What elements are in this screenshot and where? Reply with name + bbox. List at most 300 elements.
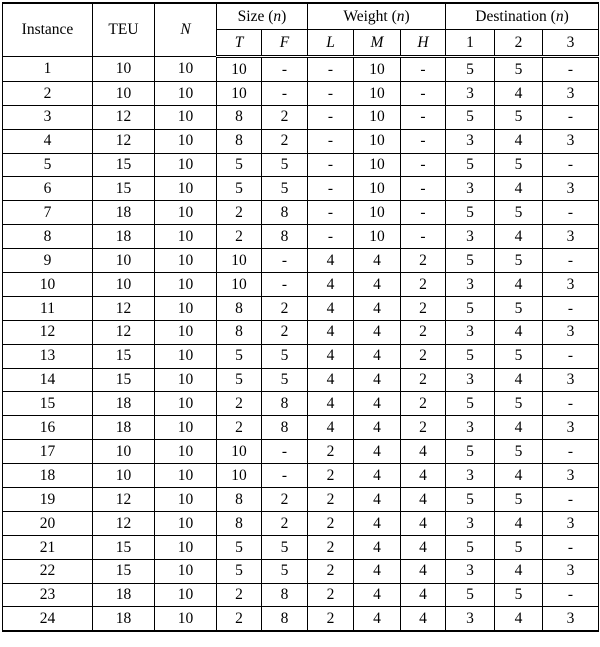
table-row: [3, 153, 599, 177]
table-cell: 5: [217, 344, 262, 368]
header-row-primary: [3, 3, 599, 30]
table-cell: 4: [495, 129, 543, 153]
table-cell: 4: [495, 464, 543, 488]
table-cell: 5: [217, 535, 262, 559]
table-cell: 3: [446, 416, 495, 440]
table-cell: 15: [93, 559, 155, 583]
table-row: [3, 488, 599, 512]
table-cell: 10: [155, 559, 217, 583]
table-cell: 2: [217, 416, 262, 440]
table-cell: 3: [543, 464, 599, 488]
table-row: [3, 535, 599, 559]
table-cell: 3: [543, 177, 599, 201]
table-cell: 8: [217, 129, 262, 153]
table-cell: 10: [217, 440, 262, 464]
table-cell: -: [543, 535, 599, 559]
table-cell: 5: [446, 105, 495, 129]
table-row: [3, 368, 599, 392]
table-cell: -: [543, 201, 599, 225]
table-cell: -: [308, 201, 354, 225]
table-cell: 10: [155, 320, 217, 344]
table-cell: 2: [401, 320, 446, 344]
table-cell: 10: [217, 81, 262, 105]
table-cell: 10: [93, 57, 155, 82]
table-cell: 4: [401, 535, 446, 559]
table-cell: 4: [401, 559, 446, 583]
table-cell: -: [543, 153, 599, 177]
table-cell: 4: [354, 249, 401, 273]
table-cell: 3: [543, 368, 599, 392]
table-cell: 24: [3, 607, 93, 631]
table-cell: -: [401, 105, 446, 129]
table-cell: 4: [495, 607, 543, 631]
table-cell: 5: [446, 201, 495, 225]
table-cell: -: [543, 296, 599, 320]
table-cell: -: [262, 57, 308, 82]
table-cell: 5: [446, 153, 495, 177]
table-cell: 10: [3, 273, 93, 297]
header-weight-h: H: [401, 30, 446, 57]
table-cell: 10: [155, 416, 217, 440]
table-cell: 10: [217, 57, 262, 82]
header-destination-1: 1: [446, 30, 495, 57]
header-destination-unit: n: [555, 7, 564, 25]
table-cell: -: [401, 201, 446, 225]
table-cell: -: [262, 249, 308, 273]
table-cell: 10: [354, 105, 401, 129]
table-cell: 5: [495, 440, 543, 464]
table-cell: 3: [446, 225, 495, 249]
table-cell: 7: [3, 201, 93, 225]
table-cell: 10: [354, 201, 401, 225]
table-cell: 1: [3, 57, 93, 82]
table-cell: 5: [446, 296, 495, 320]
header-size-label: Size: [237, 7, 265, 25]
table-row: [3, 607, 599, 631]
table-cell: 8: [217, 511, 262, 535]
table-cell: 18: [93, 607, 155, 631]
table-cell: 4: [354, 416, 401, 440]
table-cell: 5: [495, 488, 543, 512]
table-cell: 4: [354, 368, 401, 392]
table-cell: 4: [401, 607, 446, 631]
table-cell: -: [401, 177, 446, 201]
table-cell: 4: [354, 559, 401, 583]
header-destination-2: 2: [495, 30, 543, 57]
header-instance: Instance: [3, 3, 93, 57]
table-cell: 4: [354, 511, 401, 535]
table-cell: 2: [3, 81, 93, 105]
table-cell: 2: [308, 511, 354, 535]
table-cell: 5: [3, 153, 93, 177]
table-cell: 12: [93, 296, 155, 320]
table-cell: 10: [354, 57, 401, 82]
table-cell: 4: [354, 464, 401, 488]
table-cell: -: [308, 177, 354, 201]
table-cell: 10: [155, 105, 217, 129]
table-cell: 2: [308, 535, 354, 559]
table-row: [3, 225, 599, 249]
table-cell: 4: [495, 225, 543, 249]
table-cell: 3: [446, 129, 495, 153]
table-cell: 18: [93, 225, 155, 249]
table-cell: 10: [155, 392, 217, 416]
table-cell: 5: [495, 535, 543, 559]
table-cell: 4: [401, 583, 446, 607]
table-row: [3, 129, 599, 153]
table-cell: 5: [446, 488, 495, 512]
table-cell: -: [543, 392, 599, 416]
table-row: [3, 464, 599, 488]
table-cell: -: [262, 273, 308, 297]
table-cell: 10: [93, 249, 155, 273]
table-cell: 4: [308, 320, 354, 344]
table-cell: 10: [217, 464, 262, 488]
table-cell: 2: [308, 488, 354, 512]
table-cell: 22: [3, 559, 93, 583]
table-cell: 4: [354, 296, 401, 320]
table-cell: 4: [354, 535, 401, 559]
table-row: [3, 81, 599, 105]
table-cell: 10: [155, 129, 217, 153]
table-cell: 15: [93, 177, 155, 201]
header-teu: TEU: [93, 3, 155, 57]
table-cell: 4: [354, 320, 401, 344]
table-cell: 10: [155, 225, 217, 249]
table-row: [3, 201, 599, 225]
table-cell: 10: [93, 81, 155, 105]
table-cell: 5: [495, 392, 543, 416]
table-cell: 10: [354, 153, 401, 177]
table-cell: -: [308, 129, 354, 153]
table-cell: 10: [93, 440, 155, 464]
table-cell: 5: [217, 368, 262, 392]
table-cell: 5: [262, 177, 308, 201]
table-cell: 23: [3, 583, 93, 607]
table-cell: -: [308, 81, 354, 105]
header-size-t: T: [217, 30, 262, 57]
table-cell: 5: [446, 344, 495, 368]
table-cell: 4: [354, 607, 401, 631]
table-cell: 2: [401, 368, 446, 392]
table-cell: 4: [354, 488, 401, 512]
header-size-unit: n: [273, 7, 282, 25]
table-cell: 3: [543, 129, 599, 153]
table-cell: 3: [543, 511, 599, 535]
table-cell: 4: [401, 511, 446, 535]
table-cell: 2: [262, 296, 308, 320]
header-size: Size (n): [217, 3, 308, 30]
table-cell: 13: [3, 344, 93, 368]
table-cell: 10: [354, 177, 401, 201]
table-cell: 2: [262, 511, 308, 535]
table-cell: 2: [262, 105, 308, 129]
table-container: [2, 2, 599, 632]
table-cell: 10: [93, 464, 155, 488]
table-cell: 5: [446, 57, 495, 82]
table-cell: 3: [3, 105, 93, 129]
table-cell: 20: [3, 511, 93, 535]
table-cell: 2: [401, 344, 446, 368]
table-cell: 10: [155, 440, 217, 464]
table-cell: 6: [3, 177, 93, 201]
table-cell: 10: [155, 368, 217, 392]
table-cell: 8: [217, 488, 262, 512]
table-cell: 2: [262, 129, 308, 153]
table-cell: -: [308, 105, 354, 129]
table-cell: 2: [217, 607, 262, 631]
table-cell: 5: [495, 105, 543, 129]
table-cell: 8: [262, 583, 308, 607]
table-row: [3, 249, 599, 273]
table-cell: 5: [495, 583, 543, 607]
table-cell: 4: [308, 392, 354, 416]
table-cell: 10: [155, 344, 217, 368]
table-cell: 4: [495, 177, 543, 201]
table-cell: 18: [93, 416, 155, 440]
table-cell: -: [308, 57, 354, 82]
table-cell: -: [543, 440, 599, 464]
table-cell: 3: [446, 177, 495, 201]
table-cell: 4: [354, 583, 401, 607]
table-cell: 11: [3, 296, 93, 320]
table-cell: -: [262, 464, 308, 488]
table-cell: 3: [446, 320, 495, 344]
table-row: [3, 344, 599, 368]
table-cell: -: [543, 344, 599, 368]
table-cell: 5: [446, 249, 495, 273]
table-cell: 2: [217, 201, 262, 225]
table-cell: 4: [401, 464, 446, 488]
table-cell: 2: [217, 392, 262, 416]
table-cell: 5: [446, 440, 495, 464]
table-cell: -: [543, 583, 599, 607]
table-cell: 8: [217, 105, 262, 129]
table-row: [3, 511, 599, 535]
table-cell: -: [262, 81, 308, 105]
table-cell: 4: [495, 320, 543, 344]
instances-table: [2, 2, 599, 632]
table-cell: 4: [308, 368, 354, 392]
table-cell: 10: [155, 296, 217, 320]
table-cell: 2: [217, 225, 262, 249]
table-cell: 4: [3, 129, 93, 153]
table-cell: -: [401, 153, 446, 177]
table-row: [3, 559, 599, 583]
table-cell: 12: [93, 488, 155, 512]
table-cell: 4: [401, 440, 446, 464]
table-row: [3, 296, 599, 320]
table-cell: 4: [495, 559, 543, 583]
table-cell: 4: [495, 511, 543, 535]
table-cell: 10: [155, 57, 217, 82]
table-cell: 3: [543, 225, 599, 249]
table-cell: 8: [262, 201, 308, 225]
header-weight-l: L: [308, 30, 354, 57]
table-cell: 3: [446, 511, 495, 535]
table-cell: 3: [446, 559, 495, 583]
table-cell: 5: [262, 535, 308, 559]
header-destination: Destination (n): [446, 3, 599, 30]
table-row: [3, 273, 599, 297]
table-cell: 18: [93, 392, 155, 416]
table-cell: 5: [495, 153, 543, 177]
table-cell: 10: [155, 81, 217, 105]
table-cell: 12: [93, 105, 155, 129]
table-cell: 5: [217, 153, 262, 177]
table-cell: 10: [93, 273, 155, 297]
table-cell: -: [401, 57, 446, 82]
table-cell: 5: [262, 153, 308, 177]
table-cell: 5: [446, 392, 495, 416]
table-cell: 3: [446, 273, 495, 297]
table-cell: -: [543, 105, 599, 129]
header-destination-label: Destination: [475, 7, 547, 25]
header-size-f: F: [262, 30, 308, 57]
table-cell: 15: [93, 535, 155, 559]
table-cell: 15: [93, 344, 155, 368]
table-cell: 2: [308, 583, 354, 607]
table-cell: -: [308, 225, 354, 249]
table-cell: 10: [354, 129, 401, 153]
table-cell: -: [543, 249, 599, 273]
table-cell: 10: [155, 273, 217, 297]
table-cell: -: [401, 81, 446, 105]
table-cell: 4: [354, 392, 401, 416]
table-cell: 17: [3, 440, 93, 464]
table-row: [3, 320, 599, 344]
table-cell: 10: [155, 177, 217, 201]
table-cell: 8: [262, 607, 308, 631]
table-cell: 5: [495, 249, 543, 273]
table-cell: 4: [308, 249, 354, 273]
table-cell: 12: [93, 511, 155, 535]
table-cell: 5: [262, 559, 308, 583]
table-cell: 10: [155, 464, 217, 488]
table-cell: 9: [3, 249, 93, 273]
table-cell: 2: [401, 249, 446, 273]
table-cell: 10: [155, 249, 217, 273]
table-cell: 10: [217, 273, 262, 297]
header-n: N: [155, 3, 217, 57]
table-cell: 5: [495, 296, 543, 320]
table-row: [3, 105, 599, 129]
table-cell: 2: [308, 464, 354, 488]
header-weight-m: M: [354, 30, 401, 57]
header-weight-label: Weight: [343, 7, 388, 25]
table-cell: 15: [93, 368, 155, 392]
table-cell: 4: [308, 344, 354, 368]
table-cell: 3: [446, 607, 495, 631]
table-cell: 3: [446, 464, 495, 488]
table-cell: 3: [543, 273, 599, 297]
table-cell: 2: [401, 392, 446, 416]
table-cell: 18: [3, 464, 93, 488]
table-cell: 4: [308, 273, 354, 297]
table-cell: 5: [446, 535, 495, 559]
table-cell: 4: [495, 273, 543, 297]
table-cell: 3: [446, 368, 495, 392]
table-cell: 2: [262, 488, 308, 512]
header-destination-3: 3: [543, 30, 599, 57]
table-cell: 8: [3, 225, 93, 249]
table-cell: 4: [495, 416, 543, 440]
table-cell: 4: [308, 416, 354, 440]
table-cell: 3: [543, 416, 599, 440]
table-cell: 8: [262, 416, 308, 440]
table-cell: -: [262, 440, 308, 464]
table-cell: 5: [217, 559, 262, 583]
table-cell: 10: [155, 511, 217, 535]
table-cell: 2: [217, 583, 262, 607]
table-cell: 19: [3, 488, 93, 512]
table-cell: 4: [308, 296, 354, 320]
table-row: [3, 177, 599, 201]
table-cell: 15: [3, 392, 93, 416]
table-cell: 10: [155, 583, 217, 607]
table-row: [3, 416, 599, 440]
table-cell: 18: [93, 583, 155, 607]
table-cell: 8: [262, 225, 308, 249]
table-cell: 12: [93, 129, 155, 153]
header-weight-unit: n: [396, 7, 405, 25]
table-cell: 5: [446, 583, 495, 607]
table-cell: 2: [262, 320, 308, 344]
table-cell: 4: [354, 344, 401, 368]
table-cell: 5: [495, 57, 543, 82]
table-cell: 12: [93, 320, 155, 344]
table-cell: 4: [354, 273, 401, 297]
table-cell: -: [401, 129, 446, 153]
table-cell: 2: [308, 440, 354, 464]
table-cell: 21: [3, 535, 93, 559]
table-cell: 10: [217, 249, 262, 273]
table-cell: 14: [3, 368, 93, 392]
table-cell: 3: [543, 559, 599, 583]
table-cell: -: [308, 153, 354, 177]
table-cell: 12: [3, 320, 93, 344]
table-cell: 8: [217, 296, 262, 320]
table-cell: 3: [543, 320, 599, 344]
table-cell: 10: [155, 535, 217, 559]
table-cell: 10: [155, 488, 217, 512]
table-cell: 10: [155, 607, 217, 631]
table-cell: 15: [93, 153, 155, 177]
table-cell: -: [543, 488, 599, 512]
table-cell: 3: [543, 607, 599, 631]
table-cell: 4: [354, 440, 401, 464]
table-row: [3, 440, 599, 464]
table-cell: 3: [446, 81, 495, 105]
table-cell: 10: [354, 225, 401, 249]
table-cell: 2: [401, 273, 446, 297]
table-cell: 3: [543, 81, 599, 105]
table-cell: 4: [495, 368, 543, 392]
table-cell: 10: [155, 201, 217, 225]
table-cell: 5: [495, 201, 543, 225]
table-cell: 2: [401, 296, 446, 320]
table-row: [3, 583, 599, 607]
table-cell: -: [543, 57, 599, 82]
table-cell: 2: [308, 559, 354, 583]
table-row: [3, 57, 599, 82]
table-cell: 18: [93, 201, 155, 225]
table-cell: 4: [401, 488, 446, 512]
table-cell: 4: [495, 81, 543, 105]
header-weight: Weight (n): [308, 3, 446, 30]
table-body: [3, 57, 599, 632]
table-cell: 8: [217, 320, 262, 344]
